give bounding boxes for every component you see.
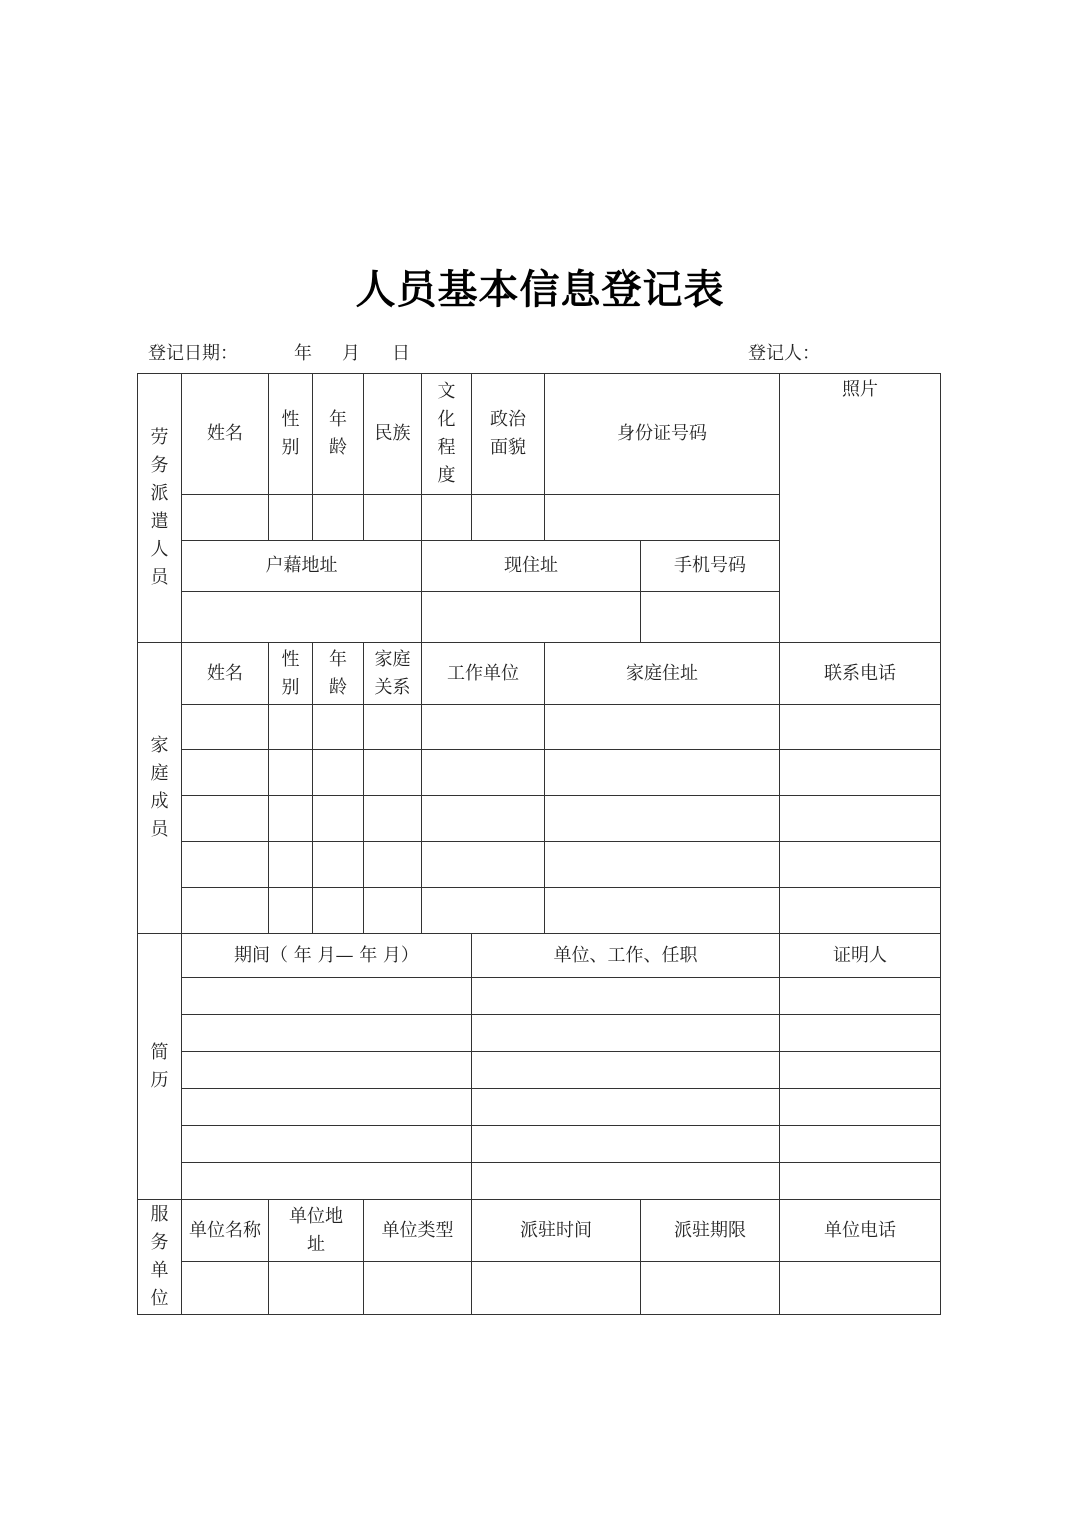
registration-date-label: 登记日期： [148, 343, 238, 364]
family-employer-header [422, 643, 545, 705]
vertical-char: 庭 [150, 763, 169, 784]
resume-witness-header [780, 934, 941, 978]
resume-cell[interactable] [182, 1126, 472, 1163]
worker-name-field[interactable] [182, 495, 269, 541]
family-cell[interactable] [545, 796, 780, 842]
vertical-char: 务 [150, 1232, 169, 1253]
family-age-header [313, 643, 364, 705]
section-resume-text [138, 1039, 181, 1095]
worker-gender-header [269, 374, 313, 495]
family-name-header [182, 643, 269, 705]
section-service-text [138, 1201, 181, 1313]
header-text: 年龄 [329, 409, 347, 458]
family-cell[interactable] [182, 796, 269, 842]
vertical-char: 员 [150, 819, 169, 840]
resume-cell[interactable] [182, 978, 472, 1015]
resume-cell[interactable] [472, 1052, 780, 1089]
header-text: 性别 [281, 409, 300, 458]
vertical-char: 劳 [150, 427, 169, 448]
family-cell[interactable] [780, 888, 941, 934]
vertical-char: 服 [150, 1204, 169, 1225]
header-text: 单位名称 [189, 1219, 261, 1241]
resume-cell[interactable] [472, 978, 780, 1015]
section-worker-text [138, 424, 181, 592]
family-cell[interactable] [422, 750, 545, 796]
family-cell[interactable] [364, 796, 422, 842]
worker-political-field[interactable] [472, 495, 545, 541]
vertical-char: 位 [150, 1288, 169, 1309]
resume-cell[interactable] [182, 1163, 472, 1200]
worker-gender-field[interactable] [269, 495, 313, 541]
resume-cell[interactable] [182, 1052, 472, 1089]
family-cell[interactable] [422, 842, 545, 888]
header-text: 姓名 [207, 662, 243, 684]
family-cell[interactable] [545, 705, 780, 750]
header-text: 身份证号码 [617, 423, 707, 444]
family-phone-header [780, 643, 941, 705]
family-cell[interactable] [313, 796, 364, 842]
family-cell[interactable] [364, 888, 422, 934]
family-cell[interactable] [269, 705, 313, 750]
family-cell[interactable] [182, 750, 269, 796]
resume-cell[interactable] [182, 1015, 472, 1052]
registration-date [148, 339, 410, 365]
worker-ethnicity-header [364, 374, 422, 495]
header-text: 政治面貌 [490, 409, 526, 458]
family-cell[interactable] [545, 750, 780, 796]
family-cell[interactable] [269, 796, 313, 842]
resume-cell[interactable] [472, 1015, 780, 1052]
vertical-char: 简 [150, 1041, 169, 1063]
vertical-char: 员 [150, 567, 169, 588]
header-text: 派驻时间 [520, 1219, 592, 1241]
worker-education-header [422, 374, 472, 495]
family-cell[interactable] [545, 888, 780, 934]
current-address-field[interactable] [422, 592, 641, 643]
family-cell[interactable] [780, 842, 941, 888]
family-cell[interactable] [182, 705, 269, 750]
unit-type-field[interactable] [364, 1262, 472, 1315]
family-cell[interactable] [545, 842, 780, 888]
unit-name-field[interactable] [182, 1262, 269, 1315]
vertical-char: 务 [150, 455, 169, 476]
registration-table [137, 373, 941, 1315]
header-text: 户藉地址 [265, 555, 338, 576]
worker-id-header [545, 374, 780, 495]
family-cell[interactable] [182, 842, 269, 888]
worker-education-field[interactable] [422, 495, 472, 541]
section-label-resume [138, 934, 182, 1200]
unit-type-header [364, 1200, 472, 1262]
header-text: 文化程度 [437, 381, 456, 486]
family-cell[interactable] [364, 842, 422, 888]
dispatch-term-header [641, 1200, 780, 1262]
dispatch-time-field[interactable] [472, 1262, 641, 1315]
vertical-char: 历 [150, 1069, 169, 1091]
header-text: 单位电话 [824, 1219, 896, 1241]
year-label: 年 [294, 343, 312, 364]
family-cell[interactable] [422, 796, 545, 842]
mobile-field[interactable] [641, 592, 780, 643]
resume-unit-header [472, 934, 780, 978]
resume-cell[interactable] [780, 1163, 941, 1200]
dispatch-term-field[interactable] [641, 1262, 780, 1315]
family-relation-header [364, 643, 422, 705]
vertical-char: 成 [150, 791, 169, 812]
family-cell[interactable] [422, 888, 545, 934]
header-text: 年龄 [329, 648, 347, 698]
header-text: 姓名 [207, 423, 243, 444]
header-text: 家庭关系 [374, 648, 411, 698]
current-address-header [422, 541, 641, 592]
header-text: 工作单位 [447, 662, 519, 684]
family-cell[interactable] [269, 888, 313, 934]
resume-cell[interactable] [780, 1052, 941, 1089]
resume-cell[interactable] [780, 1126, 941, 1163]
header-text: 期间（ 年 月— 年 月） [234, 944, 419, 966]
unit-phone-header [780, 1200, 941, 1262]
worker-political-header [472, 374, 545, 495]
unit-address-field[interactable] [269, 1262, 364, 1315]
family-cell[interactable] [313, 705, 364, 750]
registrar-label: 登记人： [748, 343, 820, 364]
worker-age-header [313, 374, 364, 495]
header-text: 家庭住址 [626, 662, 698, 684]
family-cell[interactable] [422, 705, 545, 750]
family-cell[interactable] [269, 842, 313, 888]
unit-name-header [182, 1200, 269, 1262]
family-gender-header [269, 643, 313, 705]
section-label-service-unit [138, 1200, 182, 1315]
worker-id-field[interactable] [545, 495, 780, 541]
dispatch-time-header [472, 1200, 641, 1262]
family-cell[interactable] [269, 750, 313, 796]
vertical-char: 派 [150, 483, 169, 504]
header-text: 派驻期限 [674, 1219, 746, 1241]
header-text: 现住址 [504, 555, 558, 576]
resume-period-header [182, 934, 472, 978]
header-text: 单位、工作、任职 [553, 944, 698, 966]
header-text: 民族 [374, 423, 411, 444]
household-address-header [182, 541, 422, 592]
resume-cell[interactable] [182, 1089, 472, 1126]
household-address-field[interactable] [182, 592, 422, 643]
family-cell[interactable] [364, 705, 422, 750]
section-family-text [138, 732, 181, 844]
vertical-char: 家 [150, 735, 169, 756]
resume-cell[interactable] [472, 1126, 780, 1163]
resume-cell[interactable] [780, 978, 941, 1015]
family-cell[interactable] [313, 888, 364, 934]
family-address-header [545, 643, 780, 705]
vertical-char: 单 [150, 1260, 169, 1281]
family-cell[interactable] [780, 796, 941, 842]
photo-box [780, 374, 941, 643]
section-label-worker [138, 374, 182, 643]
family-cell[interactable] [313, 750, 364, 796]
resume-cell[interactable] [472, 1163, 780, 1200]
photo-label: 照片 [842, 379, 878, 400]
resume-cell[interactable] [472, 1089, 780, 1126]
form-title: 人员基本信息登记表 [355, 266, 725, 313]
mobile-header [641, 541, 780, 592]
resume-cell[interactable] [780, 1089, 941, 1126]
family-cell[interactable] [780, 705, 941, 750]
family-cell[interactable] [313, 842, 364, 888]
header-text: 性别 [281, 648, 300, 698]
worker-name-header [182, 374, 269, 495]
header-text: 单位类型 [381, 1219, 454, 1241]
resume-cell[interactable] [780, 1015, 941, 1052]
header-text: 联系电话 [824, 662, 896, 684]
unit-phone-field[interactable] [780, 1262, 941, 1315]
family-cell[interactable] [780, 750, 941, 796]
header-text: 证明人 [833, 944, 887, 966]
vertical-char: 遣 [150, 511, 169, 532]
month-label: 月 [342, 343, 360, 364]
header-text: 单位地址 [289, 1205, 343, 1255]
vertical-char: 人 [150, 539, 169, 560]
family-cell[interactable] [182, 888, 269, 934]
day-label: 日 [392, 343, 410, 364]
worker-ethnicity-field[interactable] [364, 495, 422, 541]
unit-address-header [269, 1200, 364, 1262]
worker-age-field[interactable] [313, 495, 364, 541]
family-cell[interactable] [364, 750, 422, 796]
header-text: 手机号码 [674, 555, 746, 576]
section-label-family [138, 643, 182, 934]
